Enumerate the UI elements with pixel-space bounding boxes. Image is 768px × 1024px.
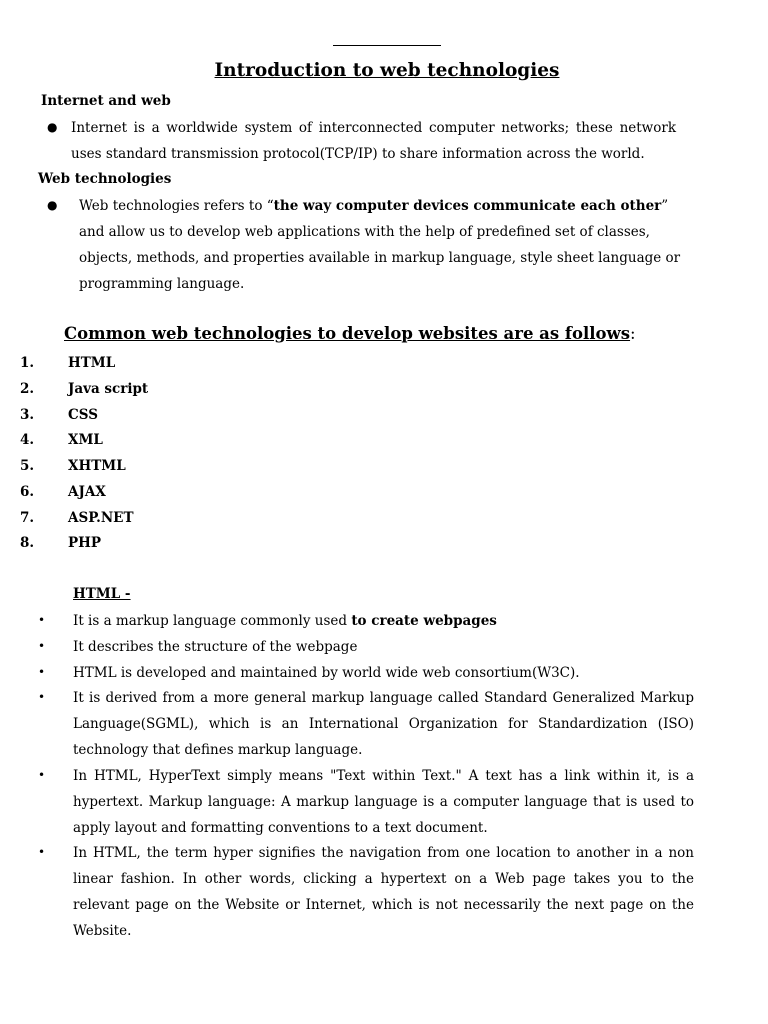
internet-paragraph: Internet is a worldwide system of interconnected computer networks; these network uses standard transmission protocol(TCP/IP) to share information across the world. bbox=[71, 120, 676, 162]
list-item-css: CSS bbox=[68, 407, 98, 423]
webtech-prefix: Web technologies refers to “ bbox=[79, 198, 274, 214]
html-bullet-1 bbox=[73, 608, 497, 634]
top-rule bbox=[333, 45, 441, 46]
page-title: Introduction to web technologies bbox=[214, 60, 560, 81]
common-technologies-heading bbox=[64, 324, 636, 343]
common-heading-colon: : bbox=[630, 324, 636, 343]
internet-heading: Internet and web bbox=[41, 93, 171, 109]
list-item-php: PHP bbox=[68, 535, 102, 551]
list-number: 2. bbox=[20, 381, 35, 397]
html-bullet-6: In HTML, the term hyper signifies the navigation from one location to another in a non linear fashion. In other words, clicking a hypertext on a Web page takes you to the relevant page on the Website or Internet, which is not necessarily the next page on the Website. bbox=[73, 845, 694, 939]
list-item-xhtml: XHTML bbox=[68, 458, 126, 474]
list-number: 8. bbox=[20, 535, 35, 551]
common-heading-text: Common web technologies to develop websites are as follows bbox=[64, 324, 631, 343]
webtech-bold: the way computer devices communicate each other bbox=[273, 198, 662, 214]
html-heading: HTML - bbox=[73, 586, 131, 602]
bullet-icon: • bbox=[38, 845, 46, 859]
bullet-icon: ● bbox=[47, 120, 58, 134]
list-number: 1. bbox=[20, 355, 35, 371]
list-item-javascript: Java script bbox=[68, 381, 149, 397]
bullet-icon: • bbox=[38, 690, 46, 704]
html-bullet-3: HTML is developed and maintained by world wide web consortium(W3C). bbox=[73, 665, 580, 681]
webtech-heading: Web technologies bbox=[38, 171, 172, 187]
webtech-suffix: ” and allow us to develop web applications with the help of predefined set of classes, objects, methods, and properties available in markup language, style sheet language or programming language. bbox=[79, 198, 681, 292]
bullet-icon: • bbox=[38, 639, 46, 653]
list-number: 7. bbox=[20, 510, 35, 526]
bullet-icon: • bbox=[38, 768, 46, 782]
list-item-ajax: AJAX bbox=[68, 484, 106, 500]
bullet-icon: ● bbox=[47, 198, 58, 212]
html-bullet-1-prefix: It is a markup language commonly used bbox=[73, 613, 352, 629]
list-number: 3. bbox=[20, 407, 35, 423]
list-number: 5. bbox=[20, 458, 35, 474]
list-number: 4. bbox=[20, 432, 35, 448]
list-item-aspnet: ASP.NET bbox=[68, 510, 134, 526]
list-item-html: HTML bbox=[68, 355, 116, 371]
list-number: 6. bbox=[20, 484, 35, 500]
html-bullet-4: It is derived from a more general markup language called Standard Generalized Markup Language(SGML), which is an International Organization for Standardization (ISO) technology that defines markup language. bbox=[73, 690, 694, 758]
bullet-icon: • bbox=[38, 665, 46, 679]
list-item-xml: XML bbox=[68, 432, 103, 448]
bullet-icon: • bbox=[38, 613, 46, 627]
webtech-paragraph bbox=[79, 193, 693, 297]
html-bullet-1-bold: to create webpages bbox=[351, 613, 497, 629]
html-bullet-5: In HTML, HyperText simply means "Text within Text." A text has a link within it, is a hypertext. Markup language: A markup language is a computer language that is used to apply layout and formatting conventions to a text document. bbox=[73, 768, 694, 836]
html-bullet-2: It describes the structure of the webpage bbox=[73, 639, 358, 655]
